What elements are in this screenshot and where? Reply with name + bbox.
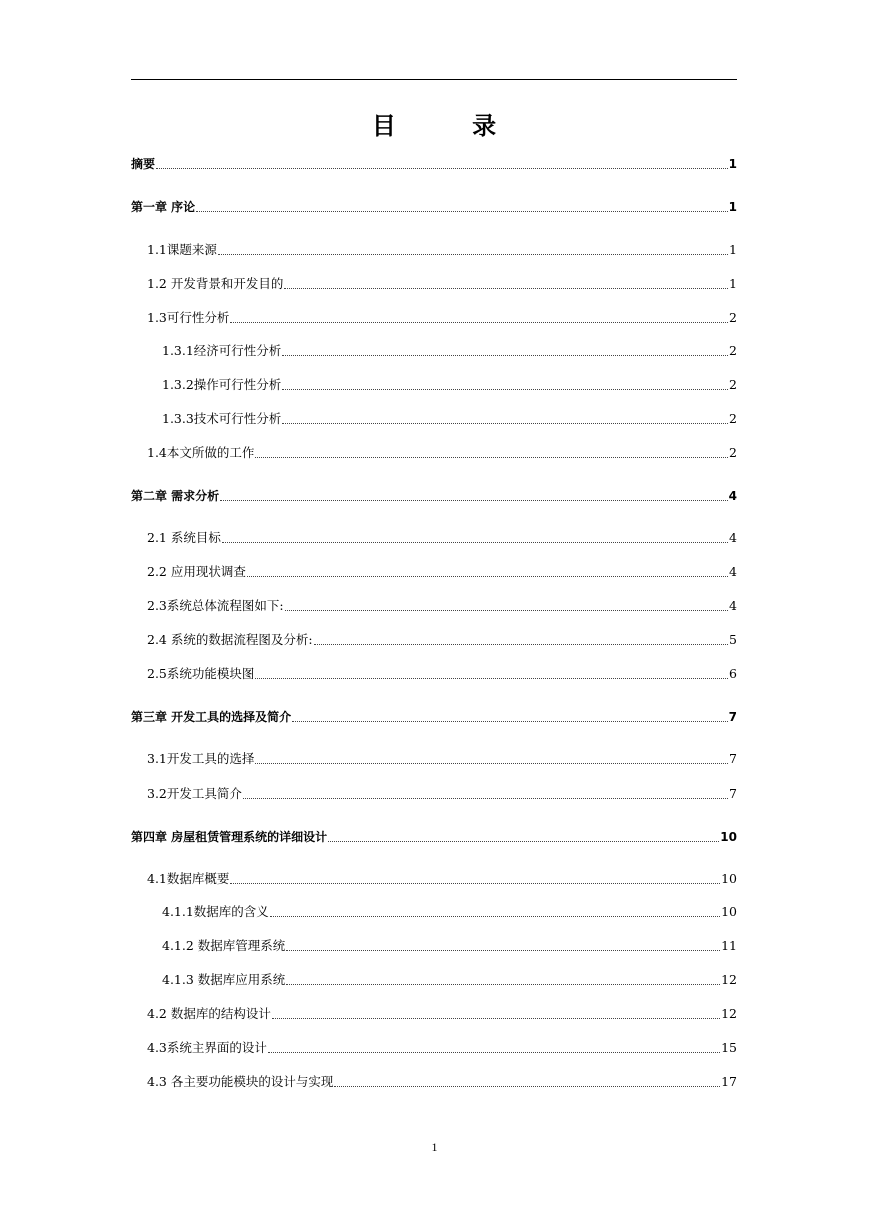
toc-dot-leader [286,936,720,951]
toc-entry-page: 5 [729,632,737,647]
toc-dot-leader [314,630,728,645]
toc-entry-page: 2 [729,310,737,325]
toc-entry[interactable] [131,751,737,767]
toc-entry-page: 12 [721,1006,737,1021]
toc-dot-leader [286,970,720,985]
toc-dot-leader [243,784,728,799]
toc-entry-label: 4.1.1数据库的含义 [162,904,269,919]
toc-entry-label: 第三章 开发工具的选择及简介 [131,710,292,724]
toc-dot-leader [292,707,727,722]
toc-entry-label: 第四章 房屋租赁管理系统的详细设计 [131,830,328,844]
toc-entry[interactable] [131,1040,737,1056]
toc-entry[interactable] [131,276,737,292]
toc-entry-label: 2.5系统功能模块图 [147,666,255,681]
toc-entry[interactable] [131,343,737,359]
toc-dot-leader [218,240,728,255]
toc-entry-label: 1.3.2操作可行性分析 [162,377,282,392]
toc-entry[interactable] [131,310,737,326]
toc-entry[interactable] [131,1074,737,1090]
toc-dot-leader [247,562,728,577]
toc-entry-page: 7 [728,710,737,724]
page-number-footer: 1 [431,1140,438,1154]
toc-entry[interactable] [131,829,737,845]
toc-entry[interactable] [131,199,737,215]
toc-entry-label: 2.2 应用现状调查 [147,564,246,579]
toc-entry[interactable] [131,666,737,682]
toc-entry-label: 4.1.3 数据库应用系统 [162,972,286,987]
toc-entry[interactable] [131,904,737,920]
toc-dot-leader [282,341,728,356]
toc-entry[interactable] [131,156,737,172]
toc-entry-label: 第一章 序论 [131,200,196,214]
toc-entry-page: 7 [729,786,737,801]
toc-entry-label: 2.3系统总体流程图如下: [147,598,284,613]
toc-dot-leader [328,827,719,842]
toc-dot-leader [272,1004,720,1019]
toc-entry-label: 第二章 需求分析 [131,489,220,503]
toc-entry-page: 4 [729,530,737,545]
toc-entry-page: 1 [729,276,737,291]
toc-entry-page: 15 [721,1040,737,1055]
toc-entry-label: 4.3系统主界面的设计 [147,1040,267,1055]
toc-entry-page: 10 [721,871,737,886]
toc-entry-page: 2 [729,343,737,358]
toc-entry-page: 1 [728,157,737,171]
toc-entry-label: 1.2 开发背景和开发目的 [147,276,284,291]
table-of-contents [131,0,737,1228]
toc-entry-label: 4.1数据库概要 [147,871,230,886]
toc-entry-page: 1 [728,200,737,214]
toc-entry[interactable] [131,530,737,546]
toc-entry-label: 3.2开发工具简介 [147,786,242,801]
toc-entry-label: 1.1课题来源 [147,242,217,257]
toc-entry-label: 1.3可行性分析 [147,310,230,325]
toc-dot-leader [334,1072,720,1087]
toc-dot-leader [270,902,720,917]
toc-entry-page: 2 [729,445,737,460]
toc-dot-leader [255,749,728,764]
toc-dot-leader [196,197,727,212]
toc-dot-leader [268,1038,720,1053]
toc-entry-page: 4 [728,489,737,503]
toc-entry-page: 7 [729,751,737,766]
toc-dot-leader [220,486,727,501]
toc-dot-leader [255,664,728,679]
toc-entry-label: 2.4 系统的数据流程图及分析: [147,632,313,647]
toc-entry[interactable] [131,709,737,725]
toc-dot-leader [156,154,728,169]
toc-dot-leader [230,308,728,323]
toc-entry-page: 6 [729,666,737,681]
toc-entry[interactable] [131,786,737,802]
toc-entry[interactable] [131,488,737,504]
toc-entry-page: 2 [729,411,737,426]
toc-entry[interactable] [131,564,737,580]
toc-entry-label: 2.1 系统目标 [147,530,221,545]
toc-entry[interactable] [131,377,737,393]
toc-entry-label: 4.1.2 数据库管理系统 [162,938,286,953]
toc-entry-page: 10 [720,830,737,844]
page-title: 目 录 [371,111,531,140]
toc-entry[interactable] [131,632,737,648]
toc-entry-label: 1.3.3技术可行性分析 [162,411,282,426]
toc-entry-label: 3.1开发工具的选择 [147,751,255,766]
toc-entry[interactable] [131,445,737,461]
toc-entry[interactable] [131,871,737,887]
toc-entry-page: 11 [721,938,737,953]
toc-entry-label: 4.3 各主要功能模块的设计与实现 [147,1074,334,1089]
toc-entry[interactable] [131,242,737,258]
toc-entry[interactable] [131,938,737,954]
toc-entry-page: 17 [721,1074,737,1089]
toc-entry-page: 12 [721,972,737,987]
toc-dot-leader [282,409,728,424]
toc-entry-page: 4 [729,564,737,579]
toc-entry-page: 2 [729,377,737,392]
toc-dot-leader [222,528,728,543]
toc-entry[interactable] [131,972,737,988]
toc-dot-leader [230,869,720,884]
toc-entry-page: 4 [729,598,737,613]
toc-dot-leader [284,274,728,289]
toc-entry-page: 10 [721,904,737,919]
toc-entry[interactable] [131,411,737,427]
toc-entry[interactable] [131,1006,737,1022]
toc-dot-leader [282,375,728,390]
toc-entry[interactable] [131,598,737,614]
toc-dot-leader [255,443,728,458]
toc-entry-label: 1.4本文所做的工作 [147,445,255,460]
toc-dot-leader [285,596,728,611]
toc-entry-label: 摘要 [131,157,156,171]
toc-entry-label: 1.3.1经济可行性分析 [162,343,282,358]
toc-entry-label: 4.2 数据库的结构设计 [147,1006,271,1021]
toc-entry-page: 1 [729,242,737,257]
